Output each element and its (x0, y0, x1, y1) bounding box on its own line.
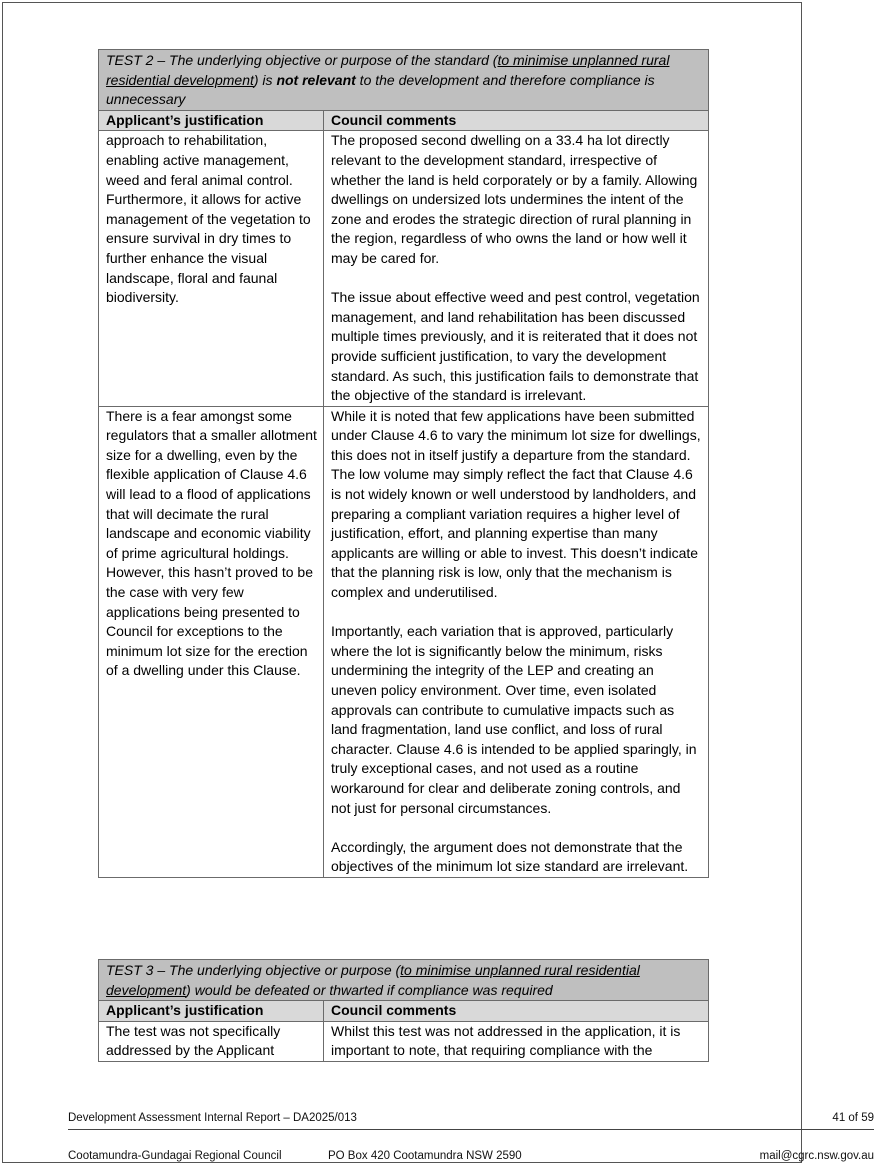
council-comment-paragraph: Whilst this test was not addressed in the application, it is important to note, that requiring compliance with the (331, 1022, 681, 1059)
table-row (99, 406, 709, 877)
test2-heading-prefix: TEST 2 – The underlying objective or purpose of the standard ( (106, 52, 498, 68)
test2-heading-middle: ) is (253, 71, 277, 88)
footer-report-title: Development Assessment Internal Report – DA2025/013 (68, 1112, 357, 1124)
test3-heading (99, 960, 709, 1001)
test2-table (98, 49, 709, 878)
table-row (99, 1021, 709, 1061)
council-comment-paragraph: Importantly, each variation that is approved, particularly where the lot is significantly below the minimum, risks undermining the integrity of the LEP and creating an uneven policy environment. Over time, even isolated approvals can contribute to cumulative impacts such as land fragmentation, land use conflict, and loss of rural character. Clause 4.6 is intended to be applied sparingly, in truly exceptional cases, and not used as a routine workaround for clear and deliberate zoning controls, and not just for personal circumstances. (331, 623, 697, 816)
test3-table (98, 959, 709, 1062)
test3-heading-prefix: TEST 3 – The underlying objective or purpose ( (106, 962, 401, 978)
council-comments-cell (324, 1021, 709, 1061)
test2-column-header-row (99, 110, 709, 131)
footer-page-number: 41 of 59 (832, 1112, 874, 1124)
footer-council-name: Cootamundra-Gundagai Regional Council (68, 1150, 282, 1162)
test3-column-header-row (99, 1001, 709, 1022)
test3-heading-row (99, 960, 709, 1001)
footer-contact-line (68, 1150, 874, 1166)
council-comment-paragraph: The proposed second dwelling on a 33.4 ha lot directly relevant to the development standard, irrespective of whether the land is held corporately or by a family. Allowing dwellings on undersized lots undermines the intent of the zone and erodes the strategic direction of rural planning in the region, regardless of who owns the land or how well it may be cared for. (331, 132, 698, 266)
test2-heading-row (99, 50, 709, 111)
council-comment-paragraph: The issue about effective weed and pest control, vegetation management, and land rehabilitation has been discussed multiple times previously, and it is reiterated that it does not provide sufficient justification, to vary the development standard. As such, this justification fails to demonstrate that the objective of the standard is irrelevant. (331, 289, 700, 404)
council-comments-cell (324, 406, 709, 877)
applicant-justification-cell: approach to rehabilitation, enabling active management, weed and feral animal control. Furthermore, it allows for active management of the vegetation to ensure survival in dry times to further enhance the visual landscape, floral and faunal biodiversity. (99, 131, 324, 406)
council-comment-paragraph: While it is noted that few applications have been submitted under Clause 4.6 to vary the minimum lot size for dwellings, this does not in itself justify a departure from the standard. The low volume may simply reflect the fact that Clause 4.6 is not widely known or well understood by landholders, and preparing a compliant variation requires a higher level of justification, effort, and planning expertise than many applicants are willing or able to invest. This doesn’t indicate that the planning risk is low, only that the mechanism is complex and underutilised. (331, 407, 701, 601)
table-row (99, 131, 709, 406)
applicant-justification-cell: There is a fear amongst some regulators that a smaller allotment size for a dwelling, even by the flexible application of Clause 4.6 will lead to a flood of applications that will decimate the rural landscape and economic viability of prime agricultural holdings. However, this hasn’t proved to be the case with very few applications being presented to Council for exceptions to the minimum lot size for the erection of a dwelling under this Clause. (99, 406, 324, 877)
applicant-justification-cell: The test was not specifically addressed by the Applicant (99, 1021, 324, 1061)
footer-report-line (68, 1112, 874, 1130)
footer-po-box: PO Box 420 Cootamundra NSW 2590 (328, 1150, 522, 1162)
test2-col-applicant: Applicant’s justification (99, 110, 324, 131)
footer-email[interactable]: mail@cgrc.nsw.gov.au (759, 1150, 874, 1162)
test2-heading-suffix: to the development and therefore compliance is unnecessary (106, 71, 655, 108)
council-comments-cell (324, 131, 709, 406)
test2-heading (99, 50, 709, 111)
test3-col-council: Council comments (324, 1001, 709, 1022)
test2-heading-emphasis: not relevant (276, 71, 356, 88)
test2-col-council: Council comments (324, 110, 709, 131)
test3-heading-suffix: ) would be defeated or thwarted if compliance was required (186, 981, 553, 998)
council-comment-paragraph: Accordingly, the argument does not demonstrate that the objectives of the minimum lot size standard are irrelevant. (331, 838, 689, 875)
test3-col-applicant: Applicant’s justification (99, 1001, 324, 1022)
test3-heading-objective: to minimise unplanned rural residential development (106, 962, 640, 998)
test2-heading-objective: to minimise unplanned rural residential development (106, 52, 670, 88)
